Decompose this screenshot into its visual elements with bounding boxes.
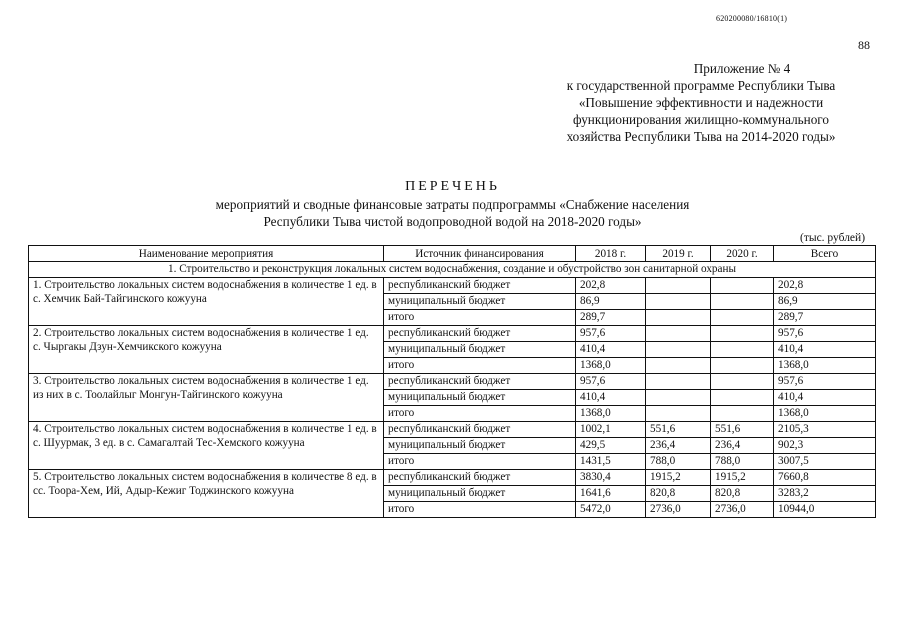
total-cell: 410,4 (774, 342, 876, 358)
total-cell: 86,9 (774, 294, 876, 310)
value-2018-cell: 957,6 (576, 326, 646, 342)
value-2018-cell: 202,8 (576, 278, 646, 294)
total-cell: 957,6 (774, 326, 876, 342)
table-row (29, 278, 876, 294)
value-2018-cell: 5472,0 (576, 502, 646, 518)
value-2018-cell: 3830,4 (576, 470, 646, 486)
value-2020-cell (711, 278, 774, 294)
appendix-line: к государственной программе Республики Тыва (566, 78, 836, 93)
appendix-line: «Повышение эффективности и надежности (578, 95, 824, 110)
value-2018-cell: 410,4 (576, 390, 646, 406)
measure-name-cell: 4. Строительство локальных систем водоснабжения в количестве 1 ед. в с. Шуурмак, 3 ед. в с. Самагалтай Тес-Хемского кожууна (29, 422, 384, 470)
value-2020-cell (711, 374, 774, 390)
section-title: 1. Строительство и реконструкция локальных систем водоснабжения, создание и обустройство зон санитарной охраны (29, 262, 876, 278)
source-cell: муниципальный бюджет (384, 486, 576, 502)
appendix-line: функционирования жилищно-коммунального (573, 112, 829, 127)
source-cell: республиканский бюджет (384, 326, 576, 342)
value-2020-cell: 236,4 (711, 438, 774, 454)
value-2019-cell (646, 278, 711, 294)
source-cell: муниципальный бюджет (384, 294, 576, 310)
value-2019-cell (646, 294, 711, 310)
header-cell-2019: 2019 г. (646, 246, 711, 262)
header-cell-2018: 2018 г. (576, 246, 646, 262)
table-row (29, 326, 876, 342)
total-cell: 1368,0 (774, 358, 876, 374)
measure-name-cell: 1. Строительство локальных систем водоснабжения в количестве 1 ед. в с. Хемчик Бай-Тайгинского кожууна (29, 278, 384, 326)
value-2019-cell (646, 406, 711, 422)
table-header-row (29, 246, 876, 262)
header-cell-source: Источник финансирования (384, 246, 576, 262)
value-2018-cell: 429,5 (576, 438, 646, 454)
total-cell: 957,6 (774, 374, 876, 390)
value-2020-cell (711, 390, 774, 406)
value-2020-cell (711, 310, 774, 326)
total-cell: 2105,3 (774, 422, 876, 438)
total-cell: 10944,0 (774, 502, 876, 518)
title-line: Республики Тыва чистой водопроводной водой на 2018-2020 годы» (263, 214, 642, 229)
value-2018-cell: 1431,5 (576, 454, 646, 470)
value-2018-cell: 957,6 (576, 374, 646, 390)
appendix-line: Приложение № 4 (693, 61, 791, 76)
title-heading: ПЕРЕЧЕНЬ (405, 179, 500, 194)
source-cell: муниципальный бюджет (384, 438, 576, 454)
value-2018-cell: 1002,1 (576, 422, 646, 438)
source-cell: итого (384, 502, 576, 518)
total-cell: 3283,2 (774, 486, 876, 502)
source-cell: итого (384, 406, 576, 422)
value-2019-cell: 788,0 (646, 454, 711, 470)
value-2018-cell: 1368,0 (576, 406, 646, 422)
title-line: мероприятий и сводные финансовые затраты подпрограммы «Снабжение населения (215, 197, 690, 212)
source-cell: республиканский бюджет (384, 422, 576, 438)
value-2019-cell (646, 326, 711, 342)
value-2020-cell (711, 358, 774, 374)
source-cell: итого (384, 358, 576, 374)
value-2020-cell: 788,0 (711, 454, 774, 470)
source-cell: республиканский бюджет (384, 470, 576, 486)
value-2020-cell (711, 294, 774, 310)
source-cell: республиканский бюджет (384, 374, 576, 390)
units-label: (тыс. рублей) (800, 232, 866, 244)
financing-table (28, 245, 876, 518)
value-2020-cell (711, 342, 774, 358)
value-2019-cell (646, 390, 711, 406)
value-2018-cell: 289,7 (576, 310, 646, 326)
value-2019-cell: 1915,2 (646, 470, 711, 486)
value-2018-cell: 86,9 (576, 294, 646, 310)
value-2019-cell: 551,6 (646, 422, 711, 438)
source-cell: муниципальный бюджет (384, 342, 576, 358)
total-cell: 1368,0 (774, 406, 876, 422)
measure-name-cell: 5. Строительство локальных систем водоснабжения в количестве 8 ед. в сс. Тоора-Хем, Ий, Адыр-Кежиг Тоджинского кожууна (29, 470, 384, 518)
value-2020-cell: 2736,0 (711, 502, 774, 518)
value-2020-cell: 551,6 (711, 422, 774, 438)
total-cell: 3007,5 (774, 454, 876, 470)
appendix-header (531, 60, 871, 145)
source-cell: итого (384, 454, 576, 470)
header-cell-name: Наименование мероприятия (29, 246, 384, 262)
measure-name-cell: 2. Строительство локальных систем водоснабжения в количестве 1 ед. с. Чыргакы Дзун-Хемчикского кожууна (29, 326, 384, 374)
value-2018-cell: 1641,6 (576, 486, 646, 502)
header-cell-total: Всего (774, 246, 876, 262)
table-row (29, 422, 876, 438)
total-cell: 202,8 (774, 278, 876, 294)
page-number: 88 (858, 38, 870, 52)
value-2019-cell (646, 374, 711, 390)
source-cell: республиканский бюджет (384, 278, 576, 294)
value-2019-cell: 820,8 (646, 486, 711, 502)
source-cell: муниципальный бюджет (384, 390, 576, 406)
total-cell: 902,3 (774, 438, 876, 454)
value-2020-cell (711, 326, 774, 342)
total-cell: 7660,8 (774, 470, 876, 486)
table-row (29, 374, 876, 390)
source-cell: итого (384, 310, 576, 326)
value-2018-cell: 410,4 (576, 342, 646, 358)
value-2019-cell: 2736,0 (646, 502, 711, 518)
value-2019-cell (646, 358, 711, 374)
measure-name-cell: 3. Строительство локальных систем водоснабжения в количестве 1 ед. из них в с. Тоолайлыг Монгун-Тайгинского кожууна (29, 374, 384, 422)
value-2019-cell (646, 310, 711, 326)
value-2020-cell: 820,8 (711, 486, 774, 502)
appendix-line: хозяйства Республики Тыва на 2014-2020 годы» (566, 129, 836, 144)
document-code: 620200080/16810(1) (716, 14, 788, 23)
total-cell: 289,7 (774, 310, 876, 326)
header-cell-2020: 2020 г. (711, 246, 774, 262)
value-2020-cell: 1915,2 (711, 470, 774, 486)
value-2020-cell (711, 406, 774, 422)
table-row (29, 470, 876, 486)
value-2018-cell: 1368,0 (576, 358, 646, 374)
section-row (29, 262, 876, 278)
value-2019-cell: 236,4 (646, 438, 711, 454)
document-title (0, 178, 905, 230)
total-cell: 410,4 (774, 390, 876, 406)
value-2019-cell (646, 342, 711, 358)
